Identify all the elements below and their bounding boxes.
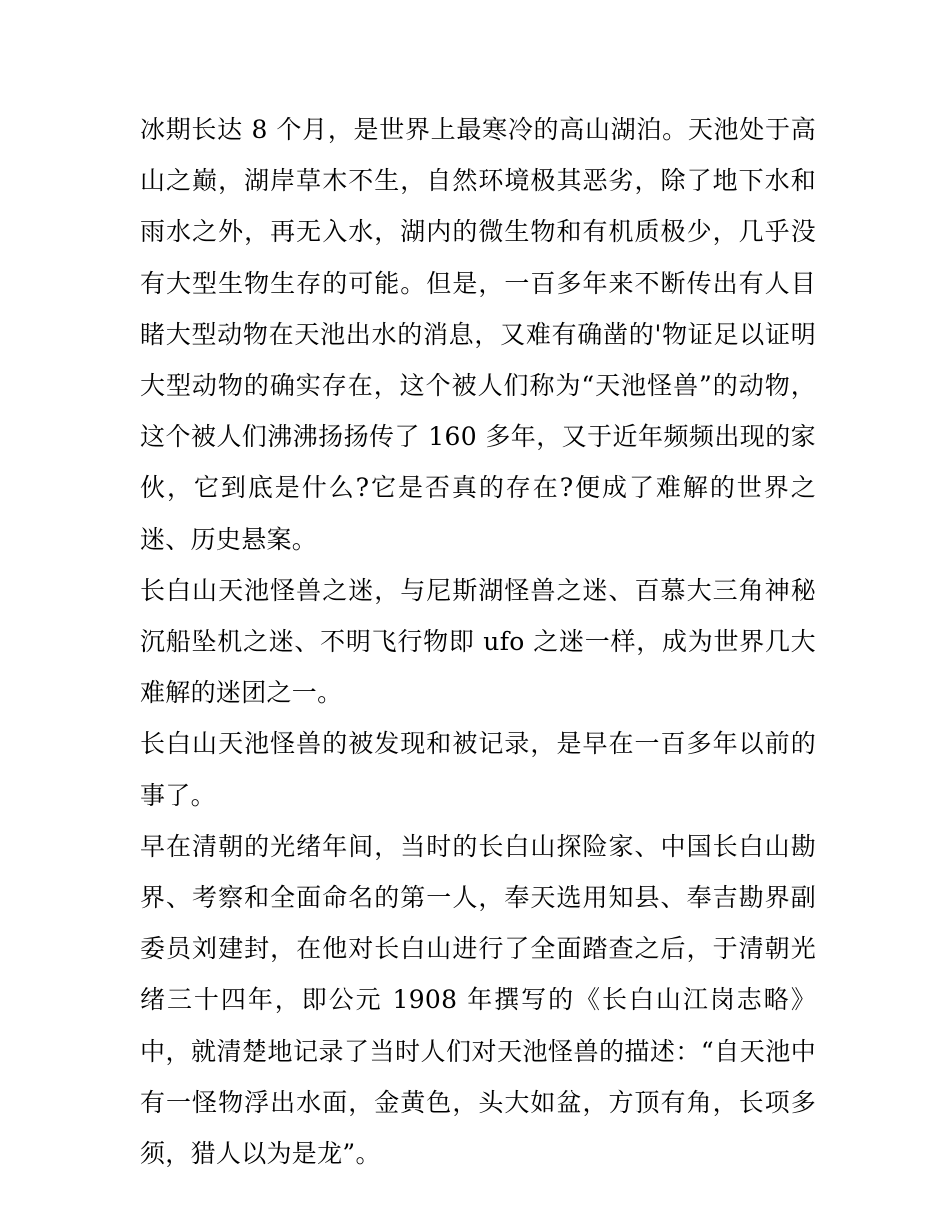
paragraph-discovery: 长白山天池怪兽的被发现和被记录，是早在一百多年以前的事了。 (140, 729, 816, 810)
paragraph-tianchi-description: 冰期长达 8 个月，是世界上最寒冷的高山湖泊。天池处于高山之巅，湖岸草木不生，自然环境极其恶劣，除了地下水和雨水之外，再无入水，湖内的微生物和有机质极少，几乎没有大型生物生存的可能。但是，一百多年来不断传出有人目睹大型动物在天池出水的消息，又难有确凿的'物证足以证明大型动物的确实存在，这个被人们称为“天池怪兽”的动物，这个被人们沸沸扬扬传了 160 多年，又于近年频频出现的家伙，它到底是什么?它是否真的存在?便成了难解的世界之迷、历史悬案。 (140, 115, 816, 554)
paragraph-historical-record: 早在清朝的光绪年间，当时的长白山探险家、中国长白山勘界、考察和全面命名的第一人，奉天选用知县、奉吉勘界副委员刘建封，在他对长白山进行了全面踏查之后，于清朝光绪三十四年，即公元 1908 年撰写的《长白山江岗志略》中，就清楚地记录了当时人们对天池怪兽的描述：“自天池中有一怪物浮出水面，金黄色，头大如盆，方顶有角，长项多须，猎人以为是龙”。 (140, 831, 816, 1169)
paragraph-world-mysteries: 长白山天池怪兽之迷，与尼斯湖怪兽之迷、百慕大三角神秘沉船坠机之迷、不明飞行物即 ufo 之迷一样，成为世界几大难解的迷团之一。 (140, 575, 816, 708)
document-body (140, 104, 816, 1179)
